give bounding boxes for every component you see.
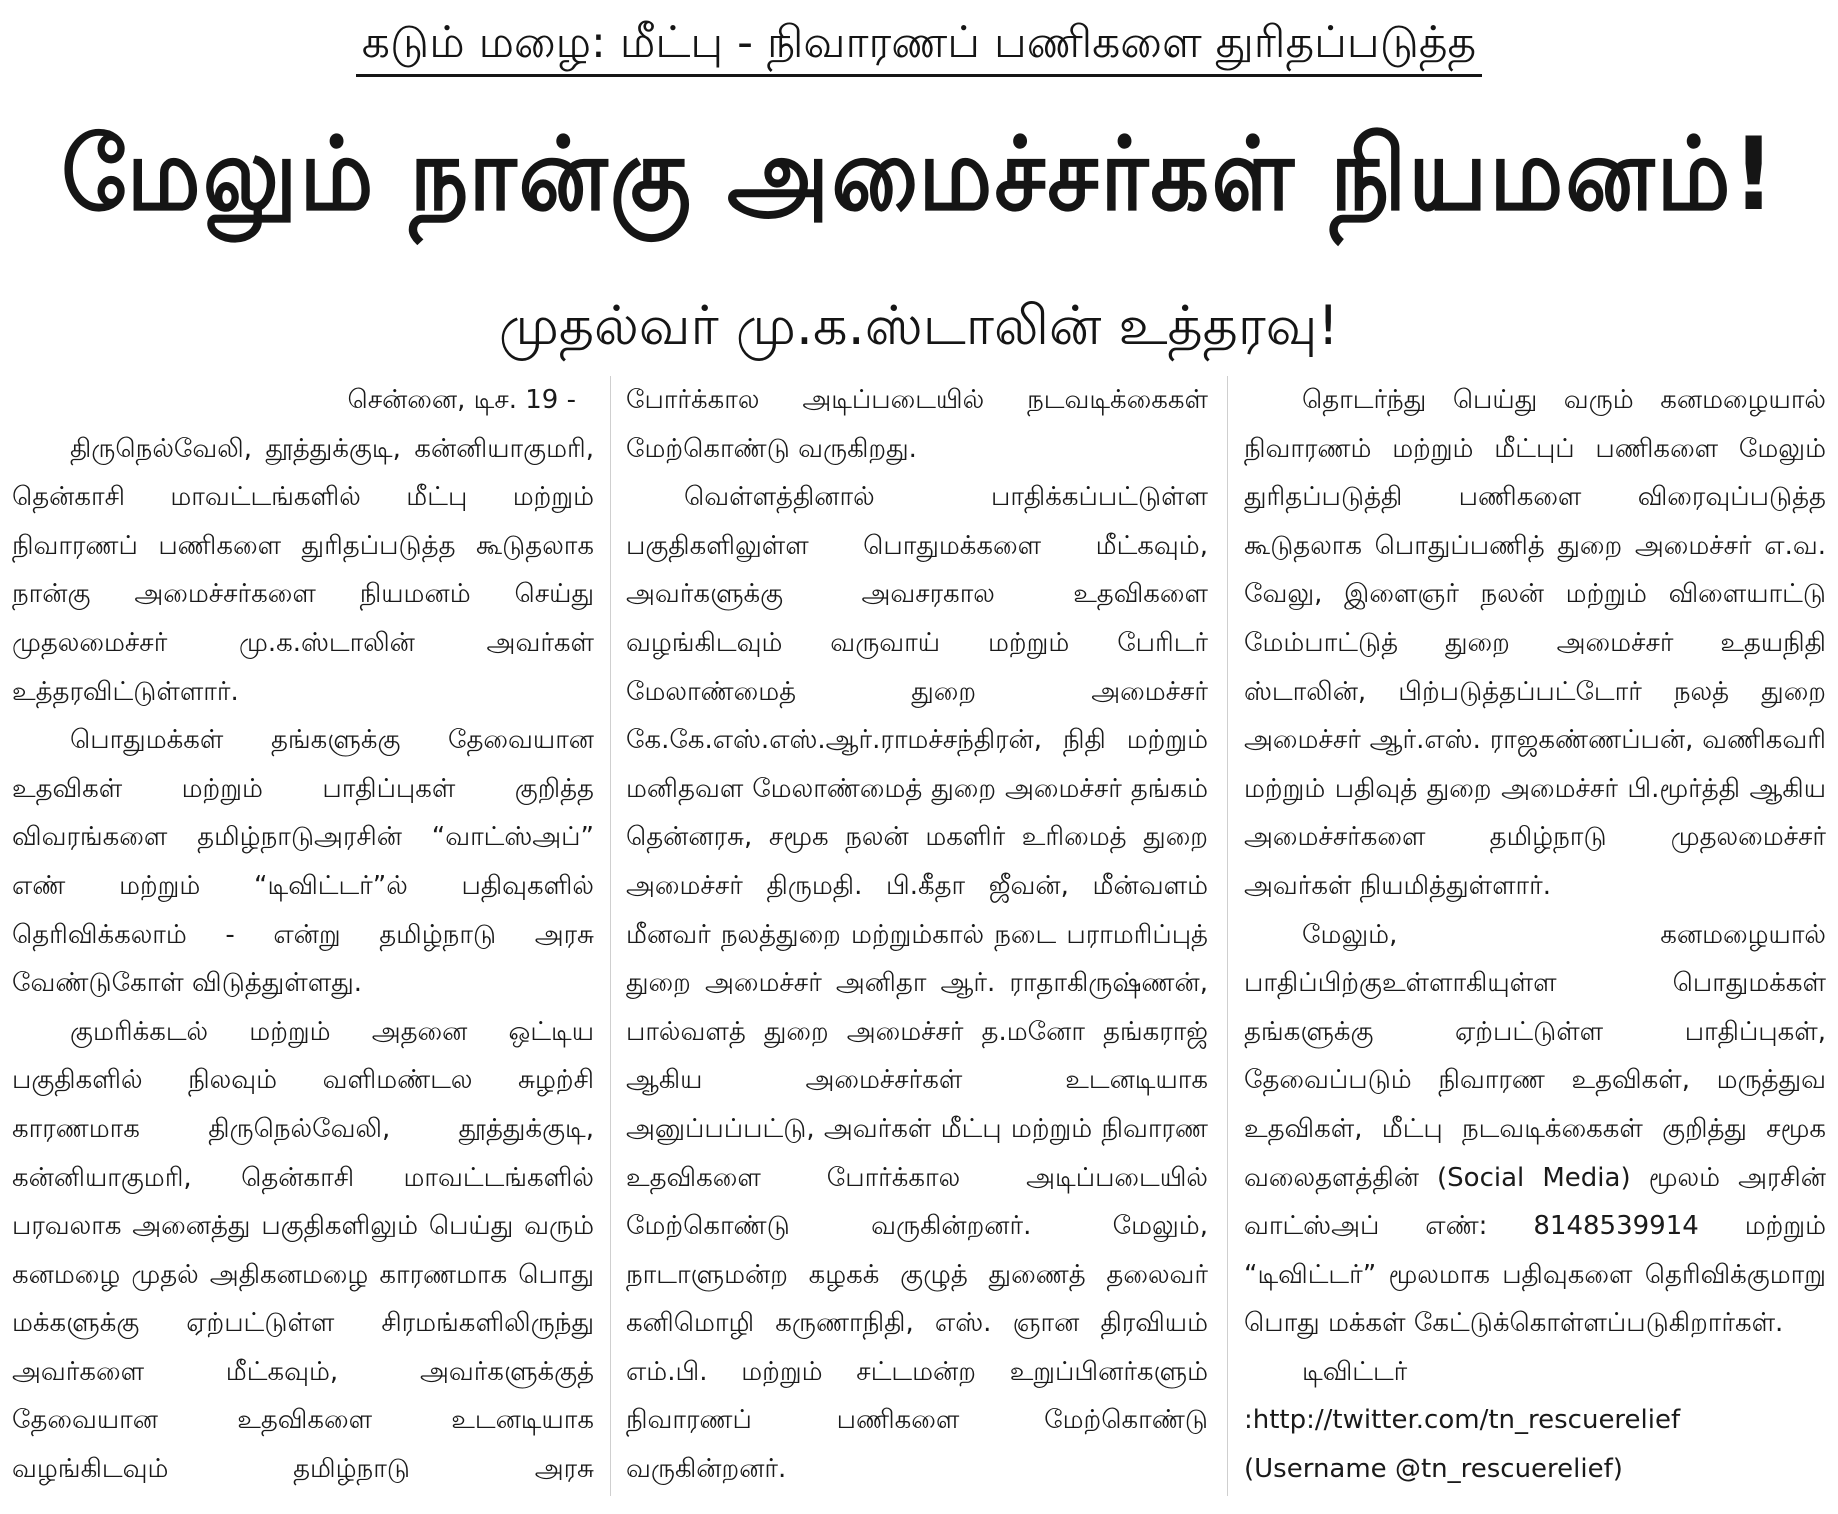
kicker-line (0, 14, 1838, 77)
paragraph: போர்க்கால அடிப்படையில் நடவடிக்கைகள் மேற்கொண்டு வருகிறது. (626, 385, 1208, 464)
column-divider (610, 376, 611, 1496)
column-2 (626, 376, 1208, 1494)
paragraph: டிவிட்டர் :http://twitter.com/tn_rescuerelief (Username @tn_rescuerelief) (1244, 1356, 1681, 1485)
paragraph: வெள்ளத்தினால் பாதிக்கப்பட்டுள்ள பகுதிகளிலுள்ள பொதுமக்களை மீட்கவும், அவர்களுக்கு அவசரகால உதவிகளை வழங்கிடவும் வருவாய் மற்றும் பேரிடர் மேலாண்மைத் துறை அமைச்சர் கே.கே.எஸ்.எஸ்.ஆர்.ராமச்சந்திரன், நிதி மற்றும் மனிதவள மேலாண்மைத் துறை அமைச்சர் தங்கம் தென்னரசு, சமூக நலன் மகளிர் உரிமைத் துறை அமைச்சர் திருமதி. பி.கீதா ஜீவன், மீன்வளம் மீனவர் நலத்துறை மற்றும்கால் நடை பராமரிப்புத் துறை அமைச்சர் அனிதா ஆர். ராதாகிருஷ்ணன், பால்வளத் துறை அமைச்சர் த.மனோ தங்கராஜ் ஆகிய அமைச்சர்கள் உடனடியாக அனுப்பப்பட்டு, அவர்கள் மீட்பு மற்றும் நிவாரண உதவிகளை போர்க்கால அடிப்படையில் மேற்கொண்டு வருகின்றனர். மேலும், நாடாளுமன்ற கழகக் குழுத் துணைத் தலைவர் கனிமொழி கருணாநிதி, எஸ். ஞான திரவியம் எம்.பி. மற்றும் சட்டமன்ற உறுப்பினர்களும் நிவாரணப் பணிகளை மேற்கொண்டு வருகின்றனர். (626, 482, 1208, 1485)
paragraph: திருநெல்வேலி, தூத்துக்குடி, கன்னியாகுமரி, தென்காசி மாவட்டங்களில் மீட்பு மற்றும் நிவாரணப் பணிகளை துரிதப்படுத்த கூடுதலாக நான்கு அமைச்சர்களை நியமனம் செய்து முதலமைச்சர் மு.க.ஸ்டாலின் அவர்கள் உத்தரவிட்டுள்ளார். (12, 433, 594, 707)
column-divider (1227, 376, 1228, 1496)
paragraph: தொடர்ந்து பெய்து வரும் கனமழையால் நிவாரணம் மற்றும் மீட்புப் பணிகளை மேலும் துரிதப்படுத்தி பணிகளை விரைவுப்படுத்த கூடுதலாக பொதுப்பணித் துறை அமைச்சர் எ.வ. வேலு, இளைஞர் நலன் மற்றும் விளையாட்டு மேம்பாட்டுத் துறை அமைச்சர் உதயநிதி ஸ்டாலின், பிற்படுத்தப்பட்டோர் நலத் துறை அமைச்சர் ஆர்.எஸ். ராஜகண்ணப்பன், வணிகவரி மற்றும் பதிவுத் துறை அமைச்சர் பி.மூர்த்தி ஆகிய அமைச்சர்களை தமிழ்நாடு முதலமைச்சர் அவர்கள் நியமித்துள்ளார். (1244, 385, 1826, 901)
paragraph: குமரிக்கடல் மற்றும் அதனை ஒட்டிய பகுதிகளில் நிலவும் வளிமண்டல சுழற்சி காரணமாக திருநெல்வேலி, தூத்துக்குடி, கன்னியாகுமரி, தென்காசி மாவட்டங்களில் பரவலாக அனைத்து பகுதிகளிலும் பெய்து வரும் கனமழை முதல் அதிகனமழை காரணமாக பொது மக்களுக்கு ஏற்பட்டுள்ள சிரமங்களிலிருந்து அவர்களை மீட்கவும், அவர்களுக்குத் தேவையான உதவிகளை உடனடியாக வழங்கிடவும் தமிழ்நாடு அரசு (12, 1016, 594, 1485)
headline: மேலும் நான்கு அமைச்சர்கள் நியமனம்! (61, 115, 1777, 234)
paragraph: பொதுமக்கள் தங்களுக்கு தேவையான உதவிகள் மற்றும் பாதிப்புகள் குறித்த விவரங்களை தமிழ்நாடுஅரசின் “வாட்ஸ்அப்” எண் மற்றும் “டிவிட்டர்”ல் பதிவுகளில் தெரிவிக்கலாம் - என்று தமிழ்நாடு அரசு வேண்டுகோள் விடுத்துள்ளது. (12, 725, 594, 999)
dateline: சென்னை, டிச. 19 - (347, 385, 576, 415)
subheadline: முதல்வர் மு.க.ஸ்டாலின் உத்தரவு! (498, 294, 1340, 357)
kicker-text: கடும் மழை: மீட்பு - நிவாரணப் பணிகளை துரிதப்படுத்த (356, 14, 1482, 77)
column-1 (12, 376, 594, 1494)
article-body (12, 376, 1826, 1506)
paragraph: மேலும், கனமழையால் பாதிப்பிற்குஉள்ளாகியுள்ள பொதுமக்கள் தங்களுக்கு ஏற்பட்டுள்ள பாதிப்புகள், தேவைப்படும் நிவாரண உதவிகள், மருத்துவ உதவிகள், மீட்பு நடவடிக்கைகள் குறித்து சமூக வலைதளத்தின் (Social Media) மூலம் அரசின் வாட்ஸ்அப் எண்: 8148539914 மற்றும் “டிவிட்டர்” மூலமாக பதிவுகளை தெரிவிக்குமாறு பொது மக்கள் கேட்டுக்கொள்ளப்படுகிறார்கள். (1244, 919, 1826, 1339)
column-3 (1244, 376, 1826, 1494)
